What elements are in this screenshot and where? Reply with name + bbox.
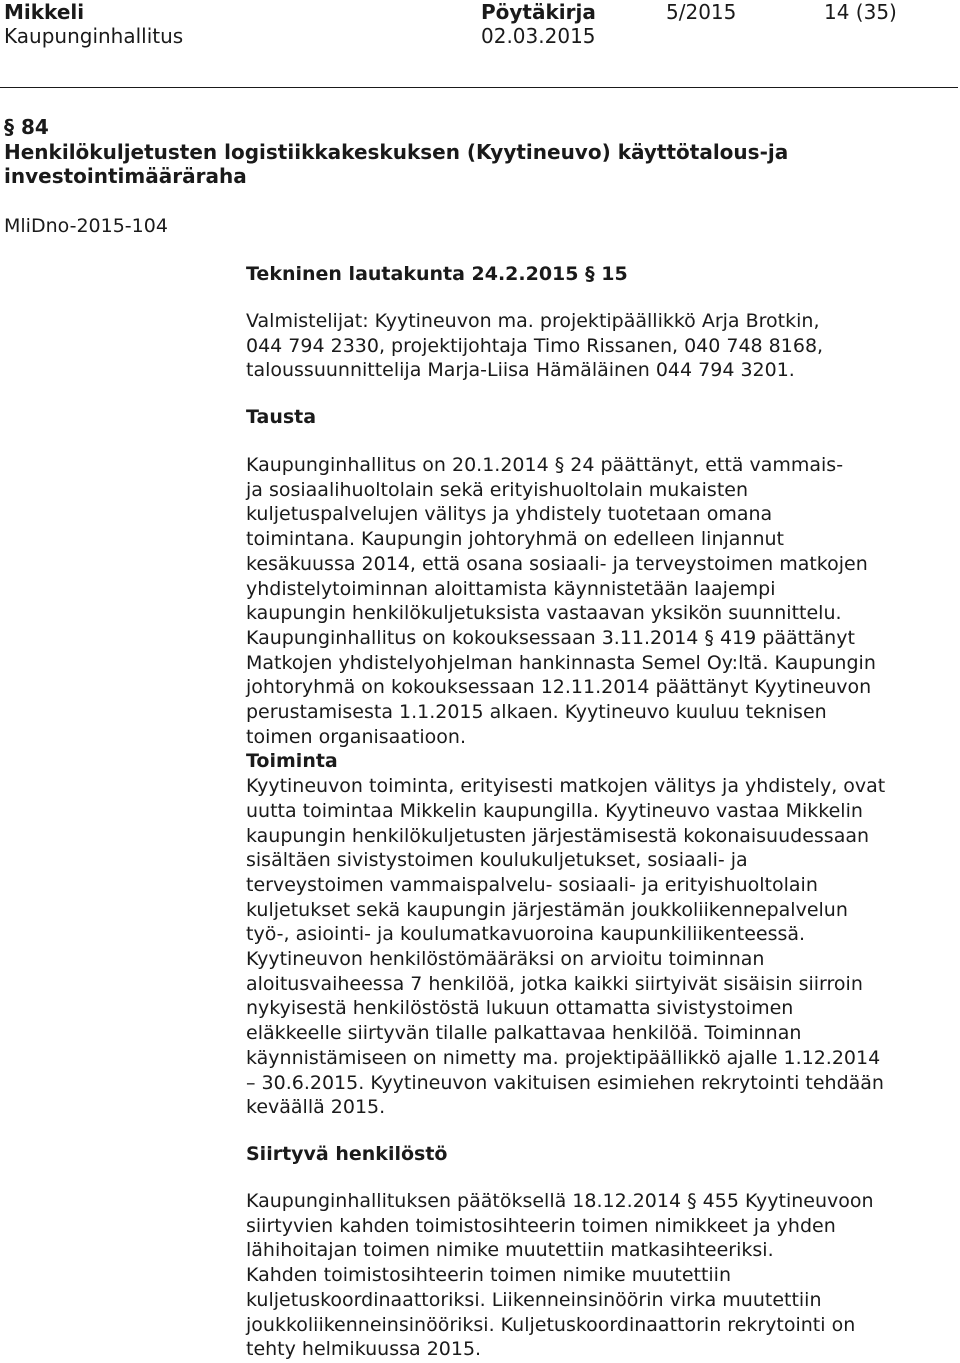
- meeting-reference: Tekninen lautakunta 24.2.2015 § 15: [246, 263, 628, 285]
- toiminta-line: Kyytineuvon toiminta, erityisesti matkojen välitys ja yhdistely, ovat: [246, 775, 886, 798]
- diary-number: MliDno-2015-104: [4, 215, 168, 237]
- siirtyva-line: kuljetuskoordinaattoriksi. Liikenneinsinöörin virka muutettiin: [246, 1288, 822, 1311]
- tausta-line: kaupungin henkilökuljetuksista vastaavan yksikön suunnittelu.: [246, 602, 842, 625]
- tausta-line: johtoryhmä on kokouksessaan 12.11.2014 päättänyt Kyytineuvon: [246, 676, 872, 699]
- section-title-line: investointimääräraha: [4, 164, 247, 188]
- tausta-line: kuljetuspalvelujen välitys ja yhdistely tuotetaan omana: [246, 503, 773, 526]
- header-issue: 5/2015: [666, 0, 737, 24]
- toiminta-line: – 30.6.2015. Kyytineuvon vakituisen esimiehen rekrytointi tehdään: [246, 1071, 884, 1094]
- preparers-line: Valmistelijat: Kyytineuvon ma. projektipäällikkö Arja Brotkin,: [246, 310, 820, 332]
- preparers-line: taloussuunnittelija Marja-Liisa Hämäläinen 044 794 3201.: [246, 359, 795, 382]
- tausta-heading: Tausta: [246, 406, 317, 428]
- siirtyva-line: siirtyvien kahden toimistosihteerin toimen nimikkeet ja yhden: [246, 1214, 836, 1237]
- tausta-line: Kaupunginhallitus on 20.1.2014 § 24 päättänyt, että vammais-: [246, 454, 844, 476]
- toiminta-line: uutta toimintaa Mikkelin kaupungilla. Kyytineuvo vastaa Mikkelin: [246, 799, 863, 822]
- toiminta-line: eläkkeelle siirtyvän tilalle palkattavaa henkilöä. Toiminnan: [246, 1022, 802, 1045]
- tausta-line: toimintana. Kaupungin johtoryhmä on edelleen linjannut: [246, 528, 784, 551]
- toiminta-line: työ-, asiointi- ja koulumatkavuoroina kaupunkiliikenteessä.: [246, 923, 806, 946]
- siirtyva-line: joukkoliikenneinsinööriksi. Kuljetuskoordinaattorin rekrytointi on: [246, 1313, 856, 1336]
- toiminta-line: käynnistämiseen on nimetty ma. projektipäällikkö ajalle 1.12.2014: [246, 1046, 881, 1069]
- siirtyva-line: Kahden toimistosihteerin toimen nimike muutettiin: [246, 1264, 732, 1287]
- toiminta-line: Kyytineuvon henkilöstömääräksi on arvioitu toiminnan: [246, 948, 765, 971]
- siirtyva-line: tehty helmikuussa 2015.: [246, 1338, 482, 1361]
- header-page: 14 (35): [824, 0, 897, 24]
- toiminta-line: aloitusvaiheessa 7 henkilöä, jotka kaikki siirtyivät sisäisin siirroin: [246, 972, 863, 995]
- section-number: § 84: [4, 115, 49, 139]
- siirtyva-block: [246, 1189, 946, 1362]
- siirtyva-heading: Siirtyvä henkilöstö: [246, 1143, 448, 1165]
- tausta-line: yhdistelytoiminnan aloittamista käynnistetään laajempi: [246, 577, 776, 600]
- tausta-line: perustamisesta 1.1.2015 alkaen. Kyytineuvo kuuluu teknisen: [246, 701, 827, 724]
- toiminta-line: nykyisestä henkilöstöstä lukuun ottamatta sivistystoimen: [246, 997, 794, 1020]
- tausta-line: Matkojen yhdistelyohjelman hankinnasta Semel Oy:ltä. Kaupungin: [246, 651, 876, 674]
- toiminta-heading: Toiminta: [246, 750, 338, 773]
- toiminta-line: sisältäen sivistystoimen koulukuljetukset, sosiaali- ja: [246, 849, 748, 872]
- tausta-line: Kaupunginhallitus on kokouksessaan 3.11.2014 § 419 päättänyt: [246, 626, 855, 649]
- section-title-line: Henkilökuljetusten logistiikkakeskuksen (Kyytineuvo) käyttötalous-ja: [4, 140, 789, 164]
- tausta-line: toimen organisaatioon.: [246, 725, 467, 748]
- header-date: 02.03.2015: [481, 24, 596, 48]
- tausta-line: kesäkuussa 2014, että osana sosiaali- ja terveystoimen matkojen: [246, 552, 868, 575]
- tausta-line: ja sosiaalihuoltolain sekä erityishuoltolain mukaisten: [246, 478, 749, 501]
- header-organ: Kaupunginhallitus: [4, 24, 184, 48]
- tausta-block: [246, 453, 946, 1120]
- header-rule: [0, 87, 958, 88]
- toiminta-line: keväällä 2015.: [246, 1096, 386, 1119]
- toiminta-line: terveystoimen vammaispalvelu- sosiaali- ja erityishuoltolain: [246, 873, 818, 896]
- header-org: Mikkeli: [4, 0, 85, 24]
- preparers-block: [246, 309, 946, 383]
- siirtyva-line: Kaupunginhallituksen päätöksellä 18.12.2014 § 455 Kyytineuvoon: [246, 1190, 874, 1212]
- preparers-line: 044 794 2330, projektijohtaja Timo Rissanen, 040 748 8168,: [246, 334, 824, 357]
- toiminta-line: kaupungin henkilökuljetusten järjestämisestä kokonaisuudessaan: [246, 824, 870, 847]
- siirtyva-line: lähihoitajan toimen nimike muutettiin matkasihteeriksi.: [246, 1239, 774, 1262]
- header-doc-type: Pöytäkirja: [481, 0, 596, 24]
- toiminta-line: kuljetukset sekä kaupungin järjestämän joukkoliikennepalvelun: [246, 898, 848, 921]
